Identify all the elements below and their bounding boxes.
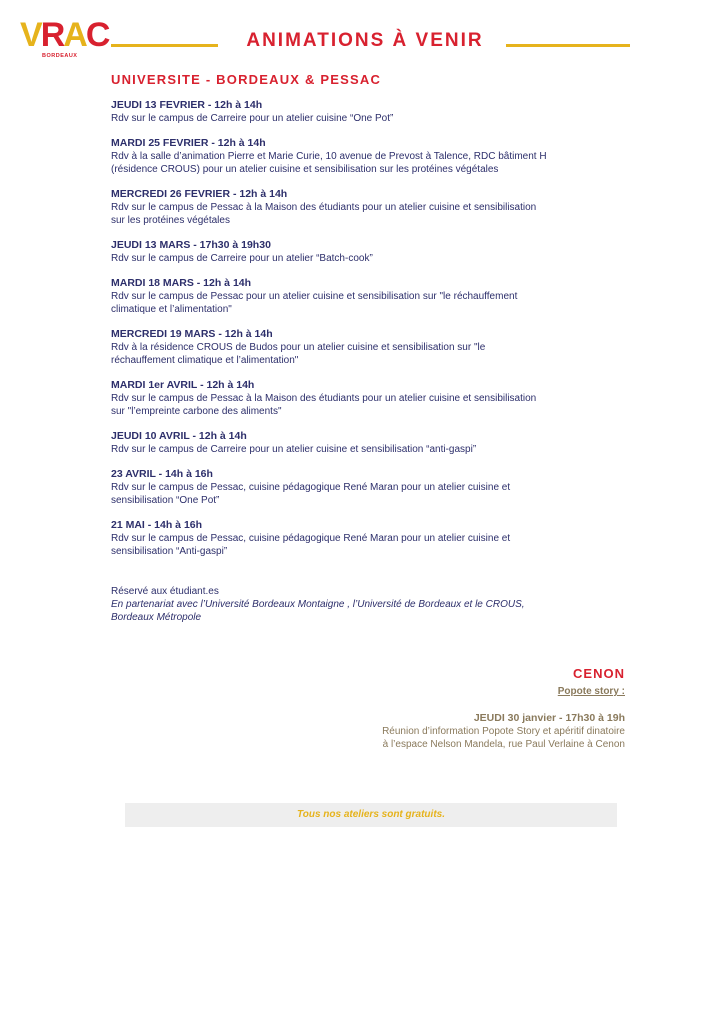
logo-letter-c: C [85, 16, 109, 54]
event-item [111, 328, 551, 367]
cenon-event-description-line1: Réunion d’information Popote Story et apéritif dinatoire [382, 726, 625, 737]
title-rule-right [506, 44, 630, 47]
event-description: Rdv à la résidence CROUS de Budos pour un atelier cuisine et sensibilisation sur "le réchauffement climatique et l’alimentation" [111, 342, 486, 366]
cenon-section [325, 666, 625, 751]
logo-letter-r: R [40, 16, 64, 54]
event-description: Rdv sur le campus de Pessac à la Maison des étudiants pour un atelier cuisine et sensibilisation sur les protéines végétales [111, 202, 537, 226]
section-title: UNIVERSITE - BORDEAUX & PESSAC [111, 72, 382, 87]
event-date: MARDI 18 MARS - 12h à 14h [111, 277, 252, 289]
event-item [111, 430, 551, 456]
event-date: MARDI 1er AVRIL - 12h à 14h [111, 379, 255, 391]
event-item [111, 137, 551, 176]
logo-letter-a: A [63, 16, 86, 54]
notes [111, 585, 541, 624]
free-workshops-banner: Tous nos ateliers sont gratuits. [125, 803, 617, 827]
event-date: MERCREDI 26 FEVRIER - 12h à 14h [111, 188, 288, 200]
cenon-title: CENON [573, 666, 625, 681]
event-description: Rdv sur le campus de Pessac, cuisine pédagogique René Maran pour un atelier cuisine et sensibilisation “One Pot” [111, 482, 511, 506]
event-description: Rdv sur le campus de Carreire pour un atelier cuisine et sensibilisation “anti-gaspi” [111, 444, 477, 455]
event-description: Rdv sur le campus de Pessac pour un atelier cuisine et sensibilisation sur "le réchauffement climatique et l’alimentation" [111, 291, 518, 315]
event-description: Rdv sur le campus de Pessac à la Maison des étudiants pour un atelier cuisine et sensibilisation sur "l’empreinte carbone des aliments" [111, 393, 537, 417]
event-date: JEUDI 13 MARS - 17h30 à 19h30 [111, 239, 271, 251]
cenon-event-description-line2: à l’espace Nelson Mandela, rue Paul Verlaine à Cenon [382, 739, 625, 750]
page-title: ANIMATIONS À VENIR [246, 30, 484, 51]
cenon-event-date: JEUDI 30 janvier - 17h30 à 19h [473, 712, 625, 724]
event-date: MERCREDI 19 MARS - 12h à 14h [111, 328, 273, 340]
event-item [111, 239, 551, 265]
event-item [111, 277, 551, 316]
cenon-subtitle: Popote story : [557, 686, 625, 697]
event-description: Rdv sur le campus de Carreire pour un atelier cuisine “One Pot” [111, 113, 394, 124]
event-description: Rdv à la salle d’animation Pierre et Marie Curie, 10 avenue de Prevost à Talence, RDC bâtiment H (résidence CROUS) pour un atelier cuisine et sensibilisation sur les protéines végétales [111, 151, 547, 175]
event-date: 23 AVRIL - 14h à 16h [111, 468, 213, 480]
event-date: JEUDI 10 AVRIL - 12h à 14h [111, 430, 247, 442]
logo-letter-v: V [20, 16, 41, 54]
vrac-logo [20, 16, 109, 62]
reserved-note: Réservé aux étudiant.es [111, 586, 219, 597]
event-description: Rdv sur le campus de Carreire pour un atelier “Batch-cook” [111, 253, 373, 264]
logo-subtitle: BORDEAUX [42, 53, 78, 59]
event-item [111, 379, 551, 418]
event-item [111, 468, 551, 507]
logo-word [20, 16, 108, 54]
event-item [111, 99, 551, 125]
event-date: 21 MAI - 14h à 16h [111, 519, 203, 531]
partnership-note: En partenariat avec l’Université Bordeaux Montaigne , l’Université de Bordeaux et le CROUS, Bordeaux Métropole [111, 599, 525, 623]
event-date: MARDI 25 FEVRIER - 12h à 14h [111, 137, 266, 149]
event-item [111, 188, 551, 227]
event-description: Rdv sur le campus de Pessac, cuisine pédagogique René Maran pour un atelier cuisine et sensibilisation “Anti-gaspi” [111, 533, 511, 557]
event-item [111, 519, 551, 558]
event-date: JEUDI 13 FEVRIER - 12h à 14h [111, 99, 263, 111]
event-list [111, 99, 551, 570]
